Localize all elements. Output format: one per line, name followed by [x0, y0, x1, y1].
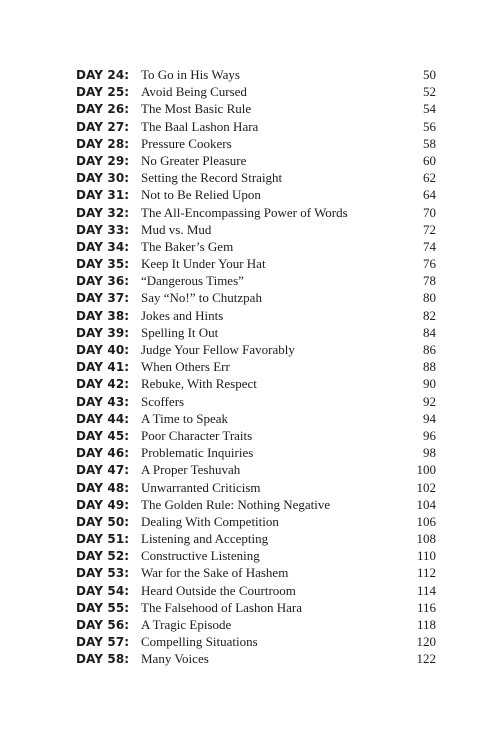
toc-day-label: DAY 26: [76, 102, 130, 117]
toc-page-number: 112 [416, 565, 436, 581]
toc-chapter-title: War for the Sake of Hashem [141, 565, 289, 581]
toc-chapter-title: Scoffers [141, 393, 185, 409]
toc-day-label: DAY 42: [76, 377, 130, 392]
toc-entry [76, 599, 436, 616]
toc-chapter-title: A Tragic Episode [141, 617, 232, 632]
toc-page-number: 110 [416, 548, 436, 564]
toc-page-number: 84 [423, 324, 436, 340]
toc-entry [76, 341, 436, 358]
table-of-contents [76, 66, 436, 668]
toc-page-number: 82 [423, 307, 436, 323]
toc-chapter-title: Not to Be Relied Upon [141, 187, 261, 203]
toc-chapter-title: The Golden Rule: Nothing Negative [141, 496, 331, 512]
toc-page-number: 108 [416, 531, 436, 547]
toc-page-number: 94 [423, 410, 436, 426]
toc-page-number: 122 [416, 651, 436, 667]
toc-day-label: DAY 48: [76, 480, 130, 495]
toc-day-label: DAY 56: [76, 618, 130, 632]
toc-entry [76, 547, 436, 564]
toc-page-number: 86 [423, 342, 436, 357]
toc-chapter-title: Pressure Cookers [141, 135, 232, 151]
toc-page-number: 76 [423, 256, 436, 272]
toc-day-label: DAY 29: [76, 153, 130, 168]
toc-page-number: 106 [416, 513, 436, 529]
toc-entry [76, 135, 436, 152]
toc-entry [76, 358, 436, 375]
toc-day-label: DAY 51: [76, 532, 130, 547]
toc-day-label: DAY 31: [76, 188, 130, 203]
toc-chapter-title: Heard Outside the Courtroom [141, 582, 296, 598]
toc-day-label: DAY 49: [76, 497, 130, 512]
toc-entry [76, 221, 436, 238]
toc-entry [76, 100, 436, 117]
toc-page-number: 90 [423, 376, 436, 392]
toc-entry [76, 118, 436, 135]
toc-day-label: DAY 46: [76, 446, 130, 461]
toc-entry [76, 307, 436, 324]
toc-page-number: 100 [416, 462, 436, 478]
toc-day-label: DAY 43: [76, 394, 130, 409]
toc-page-number: 60 [423, 152, 436, 168]
toc-chapter-title: The Baal Lashon Hara [141, 118, 259, 134]
toc-entry [76, 238, 436, 255]
toc-entry [76, 83, 436, 100]
toc-day-label: DAY 34: [76, 239, 130, 254]
toc-chapter-title: “Dangerous Times” [141, 273, 244, 289]
toc-chapter-title: Many Voices [141, 651, 209, 667]
toc-chapter-title: Constructive Listening [141, 548, 260, 564]
toc-day-label: DAY 28: [76, 136, 130, 151]
toc-page-number: 102 [416, 479, 436, 495]
toc-day-label: DAY 32: [76, 205, 130, 220]
toc-day-label: DAY 37: [76, 291, 130, 306]
toc-entry [76, 324, 436, 341]
toc-entry [76, 66, 436, 83]
toc-entry [76, 427, 436, 444]
toc-entry [76, 410, 436, 427]
toc-chapter-title: Rebuke, With Respect [141, 376, 257, 392]
toc-entry [76, 272, 436, 289]
toc-chapter-title: Mud vs. Mud [141, 221, 212, 237]
toc-chapter-title: Keep It Under Your Hat [141, 256, 266, 272]
toc-entry [76, 204, 436, 221]
toc-page-number: 72 [423, 221, 436, 237]
toc-chapter-title: Unwarranted Criticism [141, 479, 261, 495]
toc-page-number: 50 [423, 67, 436, 82]
toc-day-label: DAY 25: [76, 85, 130, 100]
toc-chapter-title: The Falsehood of Lashon Hara [141, 599, 303, 615]
toc-chapter-title: Avoid Being Cursed [141, 84, 247, 100]
toc-chapter-title: The Most Basic Rule [141, 101, 252, 117]
toc-entry [76, 461, 436, 478]
toc-entry [76, 530, 436, 547]
toc-day-label: DAY 30: [76, 171, 130, 186]
toc-page-number: 104 [416, 496, 436, 512]
toc-page-number: 52 [423, 84, 436, 100]
toc-day-label: DAY 33: [76, 222, 130, 237]
toc-day-label: DAY 44: [76, 411, 130, 426]
toc-day-label: DAY 50: [76, 514, 130, 529]
toc-page-number: 58 [423, 135, 436, 151]
toc-day-label: DAY 55: [76, 600, 130, 615]
toc-chapter-title: Dealing With Competition [141, 513, 279, 529]
toc-day-label: DAY 52: [76, 549, 130, 564]
toc-chapter-title: Compelling Situations [141, 634, 258, 650]
toc-chapter-title: Setting the Record Straight [141, 170, 283, 186]
toc-page-number: 54 [423, 101, 436, 117]
toc-page-number: 80 [423, 290, 436, 306]
toc-chapter-title: A Time to Speak [141, 410, 229, 426]
toc-chapter-title: Judge Your Fellow Favorably [141, 342, 295, 357]
toc-page-number: 120 [416, 634, 436, 650]
toc-chapter-title: Say “No!” to Chutzpah [141, 290, 262, 306]
toc-page-number: 56 [423, 118, 436, 134]
toc-entry [76, 393, 436, 410]
toc-day-label: DAY 53: [76, 566, 130, 581]
toc-chapter-title: The All-Encompassing Power of Words [141, 204, 348, 220]
toc-page-number: 116 [416, 599, 436, 615]
toc-entry [76, 496, 436, 513]
toc-entry [76, 650, 436, 667]
toc-chapter-title: The Baker’s Gem [141, 238, 234, 254]
toc-entry [76, 186, 436, 203]
toc-day-label: DAY 58: [76, 652, 130, 667]
toc-page-number: 96 [423, 427, 436, 443]
toc-entry [76, 289, 436, 306]
toc-page-number: 78 [423, 273, 436, 289]
toc-chapter-title: Spelling It Out [141, 324, 219, 340]
toc-day-label: DAY 39: [76, 325, 130, 340]
toc-entry [76, 564, 436, 581]
toc-page-number: 70 [423, 204, 436, 220]
toc-chapter-title: A Proper Teshuvah [141, 462, 241, 478]
toc-chapter-title: Jokes and Hints [141, 307, 224, 323]
toc-page-number: 64 [423, 187, 436, 203]
toc-day-label: DAY 24: [76, 68, 130, 82]
toc-day-label: DAY 27: [76, 119, 130, 134]
toc-entry [76, 152, 436, 169]
toc-entry [76, 633, 436, 650]
toc-chapter-title: Problematic Inquiries [141, 445, 254, 461]
toc-day-label: DAY 54: [76, 583, 130, 598]
toc-page-number: 98 [423, 445, 436, 461]
toc-chapter-title: No Greater Pleasure [141, 152, 247, 168]
toc-day-label: DAY 35: [76, 257, 130, 272]
toc-page-number: 118 [416, 617, 436, 632]
toc-entry [76, 479, 436, 496]
toc-day-label: DAY 40: [76, 343, 130, 357]
toc-entry [76, 616, 436, 633]
toc-entry [76, 582, 436, 599]
toc-entry [76, 375, 436, 392]
toc-entry [76, 169, 436, 186]
toc-entry [76, 444, 436, 461]
toc-day-label: DAY 36: [76, 274, 130, 289]
toc-day-label: DAY 38: [76, 308, 130, 323]
toc-page-number: 62 [423, 170, 436, 186]
toc-day-label: DAY 47: [76, 463, 130, 478]
toc-page-number: 88 [423, 359, 436, 375]
toc-page-number: 114 [416, 582, 436, 598]
toc-day-label: DAY 45: [76, 428, 130, 443]
toc-day-label: DAY 41: [76, 360, 130, 375]
toc-entry [76, 513, 436, 530]
toc-chapter-title: To Go in His Ways [141, 67, 240, 82]
toc-day-label: DAY 57: [76, 635, 130, 650]
toc-chapter-title: Listening and Accepting [141, 531, 269, 547]
toc-entry [76, 255, 436, 272]
toc-page-number: 74 [423, 238, 436, 254]
toc-page-number: 92 [423, 393, 436, 409]
toc-chapter-title: Poor Character Traits [141, 427, 253, 443]
toc-chapter-title: When Others Err [141, 359, 230, 375]
